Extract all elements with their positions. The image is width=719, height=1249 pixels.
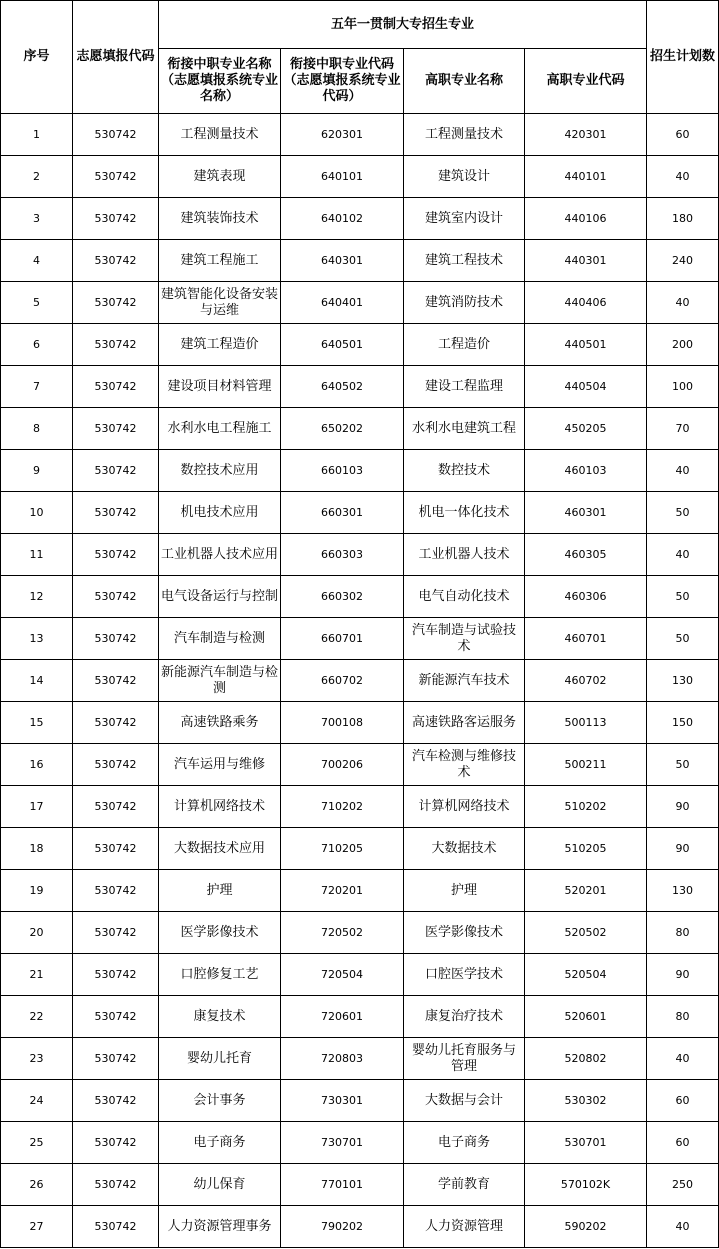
cell-index: 27	[1, 1206, 73, 1248]
cell-volunteer-code: 530742	[73, 954, 159, 996]
cell-mid-code: 660303	[281, 534, 404, 576]
cell-high-name: 婴幼儿托育服务与管理	[404, 1038, 525, 1080]
cell-mid-name: 新能源汽车制造与检测	[159, 660, 281, 702]
cell-high-name: 机电一体化技术	[404, 492, 525, 534]
cell-index: 16	[1, 744, 73, 786]
cell-high-name: 医学影像技术	[404, 912, 525, 954]
cell-mid-name: 工程测量技术	[159, 114, 281, 156]
cell-mid-code: 720502	[281, 912, 404, 954]
cell-volunteer-code: 530742	[73, 324, 159, 366]
table-row	[1, 282, 719, 324]
cell-mid-name: 数控技术应用	[159, 450, 281, 492]
cell-index: 22	[1, 996, 73, 1038]
cell-mid-code: 720601	[281, 996, 404, 1038]
cell-volunteer-code: 530742	[73, 828, 159, 870]
cell-plan: 40	[647, 450, 719, 492]
cell-volunteer-code: 530742	[73, 408, 159, 450]
cell-plan: 40	[647, 534, 719, 576]
cell-high-name: 数控技术	[404, 450, 525, 492]
cell-plan: 50	[647, 618, 719, 660]
cell-plan: 70	[647, 408, 719, 450]
cell-plan: 50	[647, 744, 719, 786]
cell-high-name: 工程造价	[404, 324, 525, 366]
cell-high-name: 建筑消防技术	[404, 282, 525, 324]
header-mid-code: 衔接中职专业代码（志愿填报系统专业代码）	[281, 49, 404, 114]
cell-high-name: 高速铁路客运服务	[404, 702, 525, 744]
cell-mid-code: 640301	[281, 240, 404, 282]
cell-plan: 50	[647, 492, 719, 534]
cell-volunteer-code: 530742	[73, 660, 159, 702]
cell-high-code: 510205	[525, 828, 647, 870]
cell-high-code: 440101	[525, 156, 647, 198]
cell-high-code: 460702	[525, 660, 647, 702]
cell-plan: 200	[647, 324, 719, 366]
table-row	[1, 534, 719, 576]
cell-index: 10	[1, 492, 73, 534]
cell-high-code: 440106	[525, 198, 647, 240]
cell-plan: 130	[647, 870, 719, 912]
cell-mid-name: 工业机器人技术应用	[159, 534, 281, 576]
cell-mid-code: 640501	[281, 324, 404, 366]
cell-high-name: 电气自动化技术	[404, 576, 525, 618]
cell-mid-code: 640101	[281, 156, 404, 198]
cell-plan: 40	[647, 156, 719, 198]
cell-index: 17	[1, 786, 73, 828]
cell-index: 5	[1, 282, 73, 324]
cell-plan: 50	[647, 576, 719, 618]
cell-plan: 80	[647, 996, 719, 1038]
cell-volunteer-code: 530742	[73, 786, 159, 828]
table-row	[1, 366, 719, 408]
cell-volunteer-code: 530742	[73, 870, 159, 912]
cell-index: 11	[1, 534, 73, 576]
cell-plan: 240	[647, 240, 719, 282]
table-row	[1, 996, 719, 1038]
cell-volunteer-code: 530742	[73, 1080, 159, 1122]
cell-high-code: 510202	[525, 786, 647, 828]
cell-plan: 60	[647, 114, 719, 156]
cell-index: 3	[1, 198, 73, 240]
cell-mid-code: 660701	[281, 618, 404, 660]
cell-index: 6	[1, 324, 73, 366]
cell-volunteer-code: 530742	[73, 366, 159, 408]
cell-plan: 40	[647, 282, 719, 324]
cell-mid-code: 700206	[281, 744, 404, 786]
cell-mid-code: 660702	[281, 660, 404, 702]
cell-mid-code: 660302	[281, 576, 404, 618]
cell-high-code: 450205	[525, 408, 647, 450]
cell-mid-name: 医学影像技术	[159, 912, 281, 954]
cell-index: 19	[1, 870, 73, 912]
table-row	[1, 450, 719, 492]
cell-volunteer-code: 530742	[73, 618, 159, 660]
cell-high-name: 汽车检测与维修技术	[404, 744, 525, 786]
table-row	[1, 114, 719, 156]
cell-index: 26	[1, 1164, 73, 1206]
cell-volunteer-code: 530742	[73, 156, 159, 198]
cell-high-name: 计算机网络技术	[404, 786, 525, 828]
table-row	[1, 786, 719, 828]
cell-volunteer-code: 530742	[73, 1122, 159, 1164]
table-row	[1, 702, 719, 744]
cell-index: 20	[1, 912, 73, 954]
table-row	[1, 1080, 719, 1122]
cell-mid-code: 640102	[281, 198, 404, 240]
cell-index: 9	[1, 450, 73, 492]
cell-high-code: 520502	[525, 912, 647, 954]
cell-volunteer-code: 530742	[73, 492, 159, 534]
cell-high-name: 建筑室内设计	[404, 198, 525, 240]
cell-mid-name: 建筑装饰技术	[159, 198, 281, 240]
cell-mid-name: 汽车运用与维修	[159, 744, 281, 786]
cell-index: 18	[1, 828, 73, 870]
cell-high-code: 500113	[525, 702, 647, 744]
cell-mid-name: 幼儿保育	[159, 1164, 281, 1206]
header-high-name: 高职专业名称	[404, 49, 525, 114]
cell-high-name: 护理	[404, 870, 525, 912]
cell-mid-name: 建设项目材料管理	[159, 366, 281, 408]
header-program-group: 五年一贯制大专招生专业	[159, 1, 647, 49]
cell-mid-name: 康复技术	[159, 996, 281, 1038]
table-row	[1, 324, 719, 366]
cell-high-code: 440406	[525, 282, 647, 324]
cell-high-code: 460301	[525, 492, 647, 534]
cell-high-name: 工程测量技术	[404, 114, 525, 156]
cell-mid-name: 汽车制造与检测	[159, 618, 281, 660]
cell-volunteer-code: 530742	[73, 1206, 159, 1248]
header-volunteer-code: 志愿填报代码	[73, 1, 159, 114]
cell-high-name: 人力资源管理	[404, 1206, 525, 1248]
cell-index: 4	[1, 240, 73, 282]
cell-plan: 100	[647, 366, 719, 408]
table-row	[1, 576, 719, 618]
cell-volunteer-code: 530742	[73, 534, 159, 576]
cell-index: 23	[1, 1038, 73, 1080]
cell-index: 13	[1, 618, 73, 660]
cell-high-code: 440501	[525, 324, 647, 366]
cell-mid-code: 720201	[281, 870, 404, 912]
cell-high-code: 420301	[525, 114, 647, 156]
cell-volunteer-code: 530742	[73, 1038, 159, 1080]
cell-volunteer-code: 530742	[73, 702, 159, 744]
cell-volunteer-code: 530742	[73, 912, 159, 954]
table-row	[1, 1122, 719, 1164]
cell-volunteer-code: 530742	[73, 282, 159, 324]
cell-volunteer-code: 530742	[73, 240, 159, 282]
cell-mid-name: 会计事务	[159, 1080, 281, 1122]
cell-plan: 80	[647, 912, 719, 954]
cell-plan: 60	[647, 1122, 719, 1164]
table-row	[1, 198, 719, 240]
cell-index: 21	[1, 954, 73, 996]
table-row	[1, 492, 719, 534]
cell-high-name: 学前教育	[404, 1164, 525, 1206]
cell-plan: 130	[647, 660, 719, 702]
cell-plan: 180	[647, 198, 719, 240]
table-row	[1, 660, 719, 702]
cell-high-name: 电子商务	[404, 1122, 525, 1164]
cell-plan: 90	[647, 828, 719, 870]
cell-mid-name: 机电技术应用	[159, 492, 281, 534]
table-row	[1, 240, 719, 282]
cell-mid-name: 口腔修复工艺	[159, 954, 281, 996]
cell-high-code: 440301	[525, 240, 647, 282]
cell-mid-name: 人力资源管理事务	[159, 1206, 281, 1248]
cell-mid-code: 790202	[281, 1206, 404, 1248]
table-row	[1, 744, 719, 786]
cell-volunteer-code: 530742	[73, 450, 159, 492]
cell-high-code: 530302	[525, 1080, 647, 1122]
cell-mid-name: 护理	[159, 870, 281, 912]
cell-mid-code: 710205	[281, 828, 404, 870]
cell-high-name: 口腔医学技术	[404, 954, 525, 996]
cell-mid-name: 电气设备运行与控制	[159, 576, 281, 618]
cell-mid-name: 建筑工程造价	[159, 324, 281, 366]
cell-index: 15	[1, 702, 73, 744]
table-row	[1, 618, 719, 660]
cell-mid-name: 高速铁路乘务	[159, 702, 281, 744]
cell-mid-code: 620301	[281, 114, 404, 156]
cell-volunteer-code: 530742	[73, 744, 159, 786]
cell-mid-name: 建筑智能化设备安装与运维	[159, 282, 281, 324]
cell-plan: 250	[647, 1164, 719, 1206]
cell-plan: 150	[647, 702, 719, 744]
cell-mid-code: 640401	[281, 282, 404, 324]
cell-high-code: 460701	[525, 618, 647, 660]
cell-high-name: 大数据与会计	[404, 1080, 525, 1122]
table-row	[1, 954, 719, 996]
cell-high-name: 工业机器人技术	[404, 534, 525, 576]
cell-mid-code: 730301	[281, 1080, 404, 1122]
cell-mid-code: 720504	[281, 954, 404, 996]
table-row	[1, 828, 719, 870]
cell-high-code: 460306	[525, 576, 647, 618]
cell-high-code: 520802	[525, 1038, 647, 1080]
cell-index: 2	[1, 156, 73, 198]
cell-index: 1	[1, 114, 73, 156]
cell-mid-code: 710202	[281, 786, 404, 828]
cell-mid-code: 720803	[281, 1038, 404, 1080]
cell-plan: 60	[647, 1080, 719, 1122]
header-enrollment-plan: 招生计划数	[647, 1, 719, 114]
cell-volunteer-code: 530742	[73, 198, 159, 240]
cell-index: 14	[1, 660, 73, 702]
cell-mid-code: 640502	[281, 366, 404, 408]
table-row	[1, 156, 719, 198]
cell-high-code: 460103	[525, 450, 647, 492]
cell-high-code: 460305	[525, 534, 647, 576]
cell-mid-name: 电子商务	[159, 1122, 281, 1164]
cell-high-name: 康复治疗技术	[404, 996, 525, 1038]
cell-high-code: 520201	[525, 870, 647, 912]
cell-high-code: 590202	[525, 1206, 647, 1248]
table-body	[1, 114, 719, 1248]
cell-volunteer-code: 530742	[73, 1164, 159, 1206]
cell-plan: 40	[647, 1206, 719, 1248]
cell-high-name: 建筑工程技术	[404, 240, 525, 282]
cell-index: 7	[1, 366, 73, 408]
cell-plan: 90	[647, 786, 719, 828]
cell-volunteer-code: 530742	[73, 996, 159, 1038]
table-row	[1, 1164, 719, 1206]
table-row	[1, 1206, 719, 1248]
cell-mid-code: 650202	[281, 408, 404, 450]
cell-high-name: 建设工程监理	[404, 366, 525, 408]
cell-index: 8	[1, 408, 73, 450]
cell-high-name: 大数据技术	[404, 828, 525, 870]
cell-plan: 40	[647, 1038, 719, 1080]
table-row	[1, 912, 719, 954]
cell-high-name: 建筑设计	[404, 156, 525, 198]
cell-mid-name: 建筑表现	[159, 156, 281, 198]
cell-plan: 90	[647, 954, 719, 996]
cell-high-code: 520504	[525, 954, 647, 996]
header-index: 序号	[1, 1, 73, 114]
table-row	[1, 870, 719, 912]
cell-mid-code: 730701	[281, 1122, 404, 1164]
table-row	[1, 1038, 719, 1080]
cell-high-code: 530701	[525, 1122, 647, 1164]
cell-mid-name: 计算机网络技术	[159, 786, 281, 828]
cell-high-code: 570102K	[525, 1164, 647, 1206]
cell-mid-code: 660301	[281, 492, 404, 534]
cell-high-name: 汽车制造与试验技术	[404, 618, 525, 660]
cell-mid-code: 700108	[281, 702, 404, 744]
cell-mid-code: 660103	[281, 450, 404, 492]
cell-mid-name: 水利水电工程施工	[159, 408, 281, 450]
table-row	[1, 408, 719, 450]
cell-mid-name: 大数据技术应用	[159, 828, 281, 870]
cell-high-code: 520601	[525, 996, 647, 1038]
cell-volunteer-code: 530742	[73, 576, 159, 618]
cell-high-name: 新能源汽车技术	[404, 660, 525, 702]
cell-mid-name: 婴幼儿托育	[159, 1038, 281, 1080]
cell-index: 12	[1, 576, 73, 618]
cell-mid-code: 770101	[281, 1164, 404, 1206]
header-high-code: 高职专业代码	[525, 49, 647, 114]
cell-index: 25	[1, 1122, 73, 1164]
cell-high-name: 水利水电建筑工程	[404, 408, 525, 450]
cell-index: 24	[1, 1080, 73, 1122]
cell-high-code: 500211	[525, 744, 647, 786]
cell-high-code: 440504	[525, 366, 647, 408]
cell-volunteer-code: 530742	[73, 114, 159, 156]
header-mid-name: 衔接中职专业名称（志愿填报系统专业名称）	[159, 49, 281, 114]
cell-mid-name: 建筑工程施工	[159, 240, 281, 282]
